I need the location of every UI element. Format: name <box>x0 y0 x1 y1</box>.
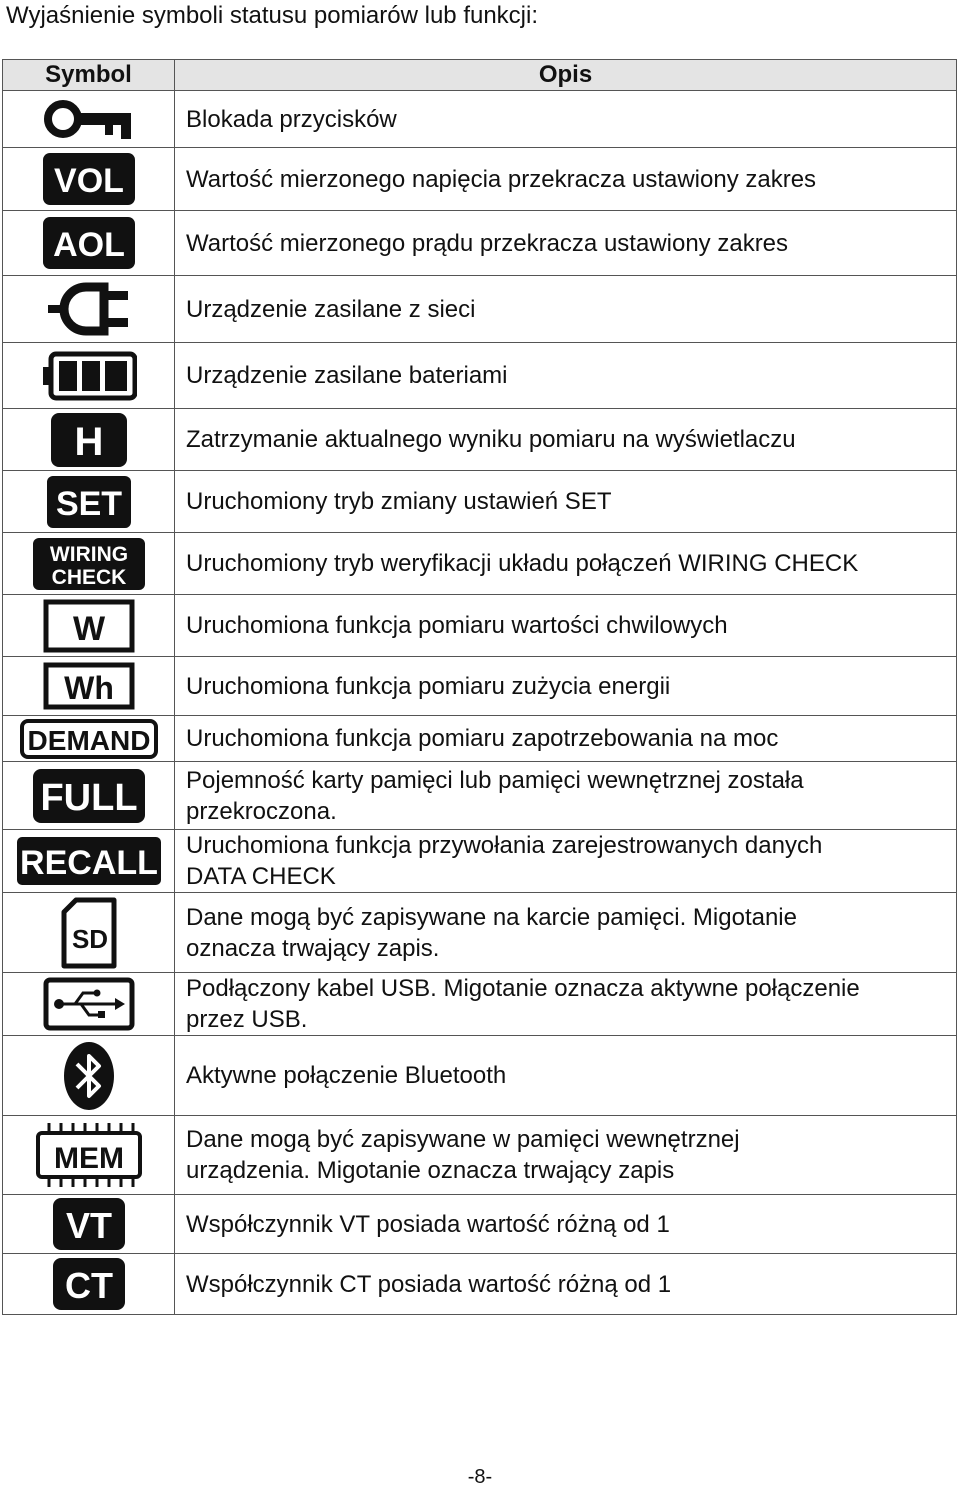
svg-text:VT: VT <box>65 1205 112 1246</box>
description-cell: Uruchomiony tryb zmiany ustawień SET <box>175 471 957 533</box>
symbol-cell <box>3 762 175 830</box>
description-cell: Podłączony kabel USB. Migotanie oznacza aktywne połączenie przez USB. <box>175 973 957 1036</box>
table-row <box>3 657 957 716</box>
description-cell: Uruchomiona funkcja pomiaru zapotrzebowania na moc <box>175 716 957 762</box>
svg-text:VOL: VOL <box>53 162 124 200</box>
symbol-cell <box>3 409 175 471</box>
demand-icon <box>19 718 159 760</box>
table-row <box>3 533 957 595</box>
bluetooth-icon <box>61 1040 117 1112</box>
vt-icon <box>51 1196 127 1252</box>
table-row <box>3 91 957 148</box>
svg-text:H: H <box>74 419 103 464</box>
description-cell: Współczynnik VT posiada wartość różną od 1 <box>175 1195 957 1254</box>
table-row <box>3 893 957 973</box>
svg-text:SD: SD <box>71 923 108 954</box>
header-symbol: Symbol <box>3 60 175 91</box>
symbol-cell <box>3 1195 175 1254</box>
description-cell: Uruchomiona funkcja pomiaru wartości chwilowych <box>175 595 957 657</box>
description-cell: Urządzenie zasilane z sieci <box>175 276 957 343</box>
sd-card-icon <box>58 896 120 970</box>
recall-icon <box>15 835 163 887</box>
table-row <box>3 148 957 211</box>
symbol-cell <box>3 830 175 893</box>
description-cell: Uruchomiona funkcja pomiaru zużycia energii <box>175 657 957 716</box>
svg-text:CT: CT <box>64 1265 113 1306</box>
page-number: -8- <box>467 1466 493 1488</box>
description-cell: Współczynnik CT posiada wartość różną od 1 <box>175 1254 957 1315</box>
svg-text:CHECK: CHECK <box>51 565 126 589</box>
svg-text:FULL: FULL <box>39 776 138 819</box>
table-row <box>3 1195 957 1254</box>
description-cell: Wartość mierzonego prądu przekracza ustawiony zakres <box>175 211 957 276</box>
svg-text:DEMAND: DEMAND <box>27 724 150 756</box>
table-row <box>3 716 957 762</box>
description-cell: Zatrzymanie aktualnego wyniku pomiaru na wyświetlaczu <box>175 409 957 471</box>
wiring-check-icon <box>31 536 147 592</box>
key-icon <box>43 96 135 142</box>
table-row <box>3 276 957 343</box>
ct-icon <box>51 1256 127 1312</box>
ac-plug-icon <box>46 281 132 337</box>
symbol-cell <box>3 973 175 1036</box>
symbol-cell <box>3 1254 175 1315</box>
table-row <box>3 595 957 657</box>
table-header-row <box>3 60 957 91</box>
description-cell: Blokada przycisków <box>175 91 957 148</box>
page-title: Wyjaśnienie symboli statusu pomiarów lub funkcji: <box>6 2 539 29</box>
description-cell: Urządzenie zasilane bateriami <box>175 343 957 409</box>
svg-text:RECALL: RECALL <box>19 844 158 882</box>
usb-icon <box>43 977 135 1031</box>
symbol-cell <box>3 276 175 343</box>
description-cell: Pojemność karty pamięci lub pamięci wewnętrznej została przekroczona. <box>175 762 957 830</box>
vol-icon <box>41 151 137 207</box>
description-cell: Wartość mierzonego napięcia przekracza ustawiony zakres <box>175 148 957 211</box>
symbol-cell <box>3 1036 175 1116</box>
table-row <box>3 471 957 533</box>
table-row <box>3 973 957 1036</box>
battery-icon <box>41 351 137 401</box>
table-row <box>3 830 957 893</box>
symbol-cell <box>3 595 175 657</box>
table-row <box>3 409 957 471</box>
mem-icon <box>35 1121 143 1189</box>
symbol-cell <box>3 91 175 148</box>
svg-text:W: W <box>72 609 105 648</box>
wh-icon <box>43 662 135 710</box>
svg-text:WIRING: WIRING <box>49 542 128 566</box>
svg-text:MEM: MEM <box>53 1142 124 1175</box>
description-cell: Uruchomiony tryb weryfikacji układu połączeń WIRING CHECK <box>175 533 957 595</box>
symbol-cell <box>3 148 175 211</box>
symbol-cell <box>3 1116 175 1195</box>
table-row <box>3 211 957 276</box>
svg-text:AOL: AOL <box>52 226 125 264</box>
table-row <box>3 1036 957 1116</box>
svg-text:SET: SET <box>55 484 122 523</box>
description-cell: Dane mogą być zapisywane w pamięci wewnętrznej urządzenia. Migotanie oznacza trwający zapis <box>175 1116 957 1195</box>
description-cell: Dane mogą być zapisywane na karcie pamięci. Migotanie oznacza trwający zapis. <box>175 893 957 973</box>
table-row <box>3 343 957 409</box>
table-row <box>3 1254 957 1315</box>
header-description: Opis <box>175 60 957 91</box>
hold-icon <box>49 411 129 469</box>
full-icon <box>31 767 147 825</box>
symbol-cell <box>3 343 175 409</box>
symbol-legend-table <box>2 59 957 1315</box>
aol-icon <box>41 215 137 271</box>
symbol-cell <box>3 893 175 973</box>
symbol-cell <box>3 657 175 716</box>
w-icon <box>43 599 135 653</box>
svg-text:Wh: Wh <box>63 670 114 706</box>
symbol-cell <box>3 471 175 533</box>
table-row <box>3 762 957 830</box>
symbol-cell <box>3 716 175 762</box>
set-icon <box>45 474 133 530</box>
table-row <box>3 1116 957 1195</box>
description-cell: Aktywne połączenie Bluetooth <box>175 1036 957 1116</box>
description-cell: Uruchomiona funkcja przywołania zarejestrowanych danych DATA CHECK <box>175 830 957 893</box>
symbol-cell <box>3 211 175 276</box>
symbol-cell <box>3 533 175 595</box>
